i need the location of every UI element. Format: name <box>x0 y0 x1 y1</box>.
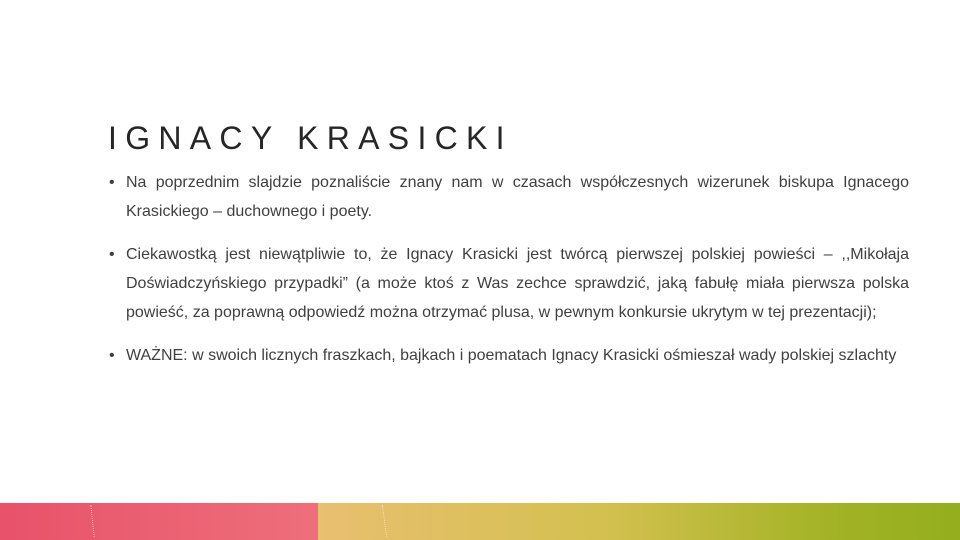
bullet-dot-icon: • <box>109 174 115 191</box>
bullet-text: WAŻNE: w swoich licznych fraszkach, bajkach i poematach Ignacy Krasicki ośmieszał wady polskiej szlachty <box>126 347 897 364</box>
bullet-item <box>108 240 909 327</box>
bullet-dot-icon: • <box>109 347 115 364</box>
footer-pink-segment <box>0 503 318 540</box>
slide-title: IGNACY KRASICKI <box>108 120 513 156</box>
bullet-text: Na poprzednim slajdzie poznaliście znany nam w czasach współczesnych wizerunek biskupa Ignacego Krasickiego – duchownego i poety. <box>126 174 909 220</box>
footer-gradient-segment <box>318 503 960 540</box>
footer-decoration <box>90 505 96 537</box>
bullet-text: Ciekawostką jest niewątpliwie to, że Ignacy Krasicki jest twórcą pierwszej polskiej powieści – ,,Mikołaja Doświadczyńskiego przypadki” (a może ktoś z Was zechce sprawdzić, jaką fabułę miała pierwsza polska powieść, za poprawną odpowiedź można otrzymać plusa, w pewnym konkursie ukrytym w tej prezentacji); <box>126 246 909 321</box>
footer-color-bar <box>0 503 960 540</box>
bullet-item <box>108 341 909 370</box>
bullet-list <box>108 168 909 384</box>
footer-decoration <box>382 505 389 537</box>
bullet-dot-icon: • <box>109 246 115 263</box>
bullet-item <box>108 168 909 226</box>
